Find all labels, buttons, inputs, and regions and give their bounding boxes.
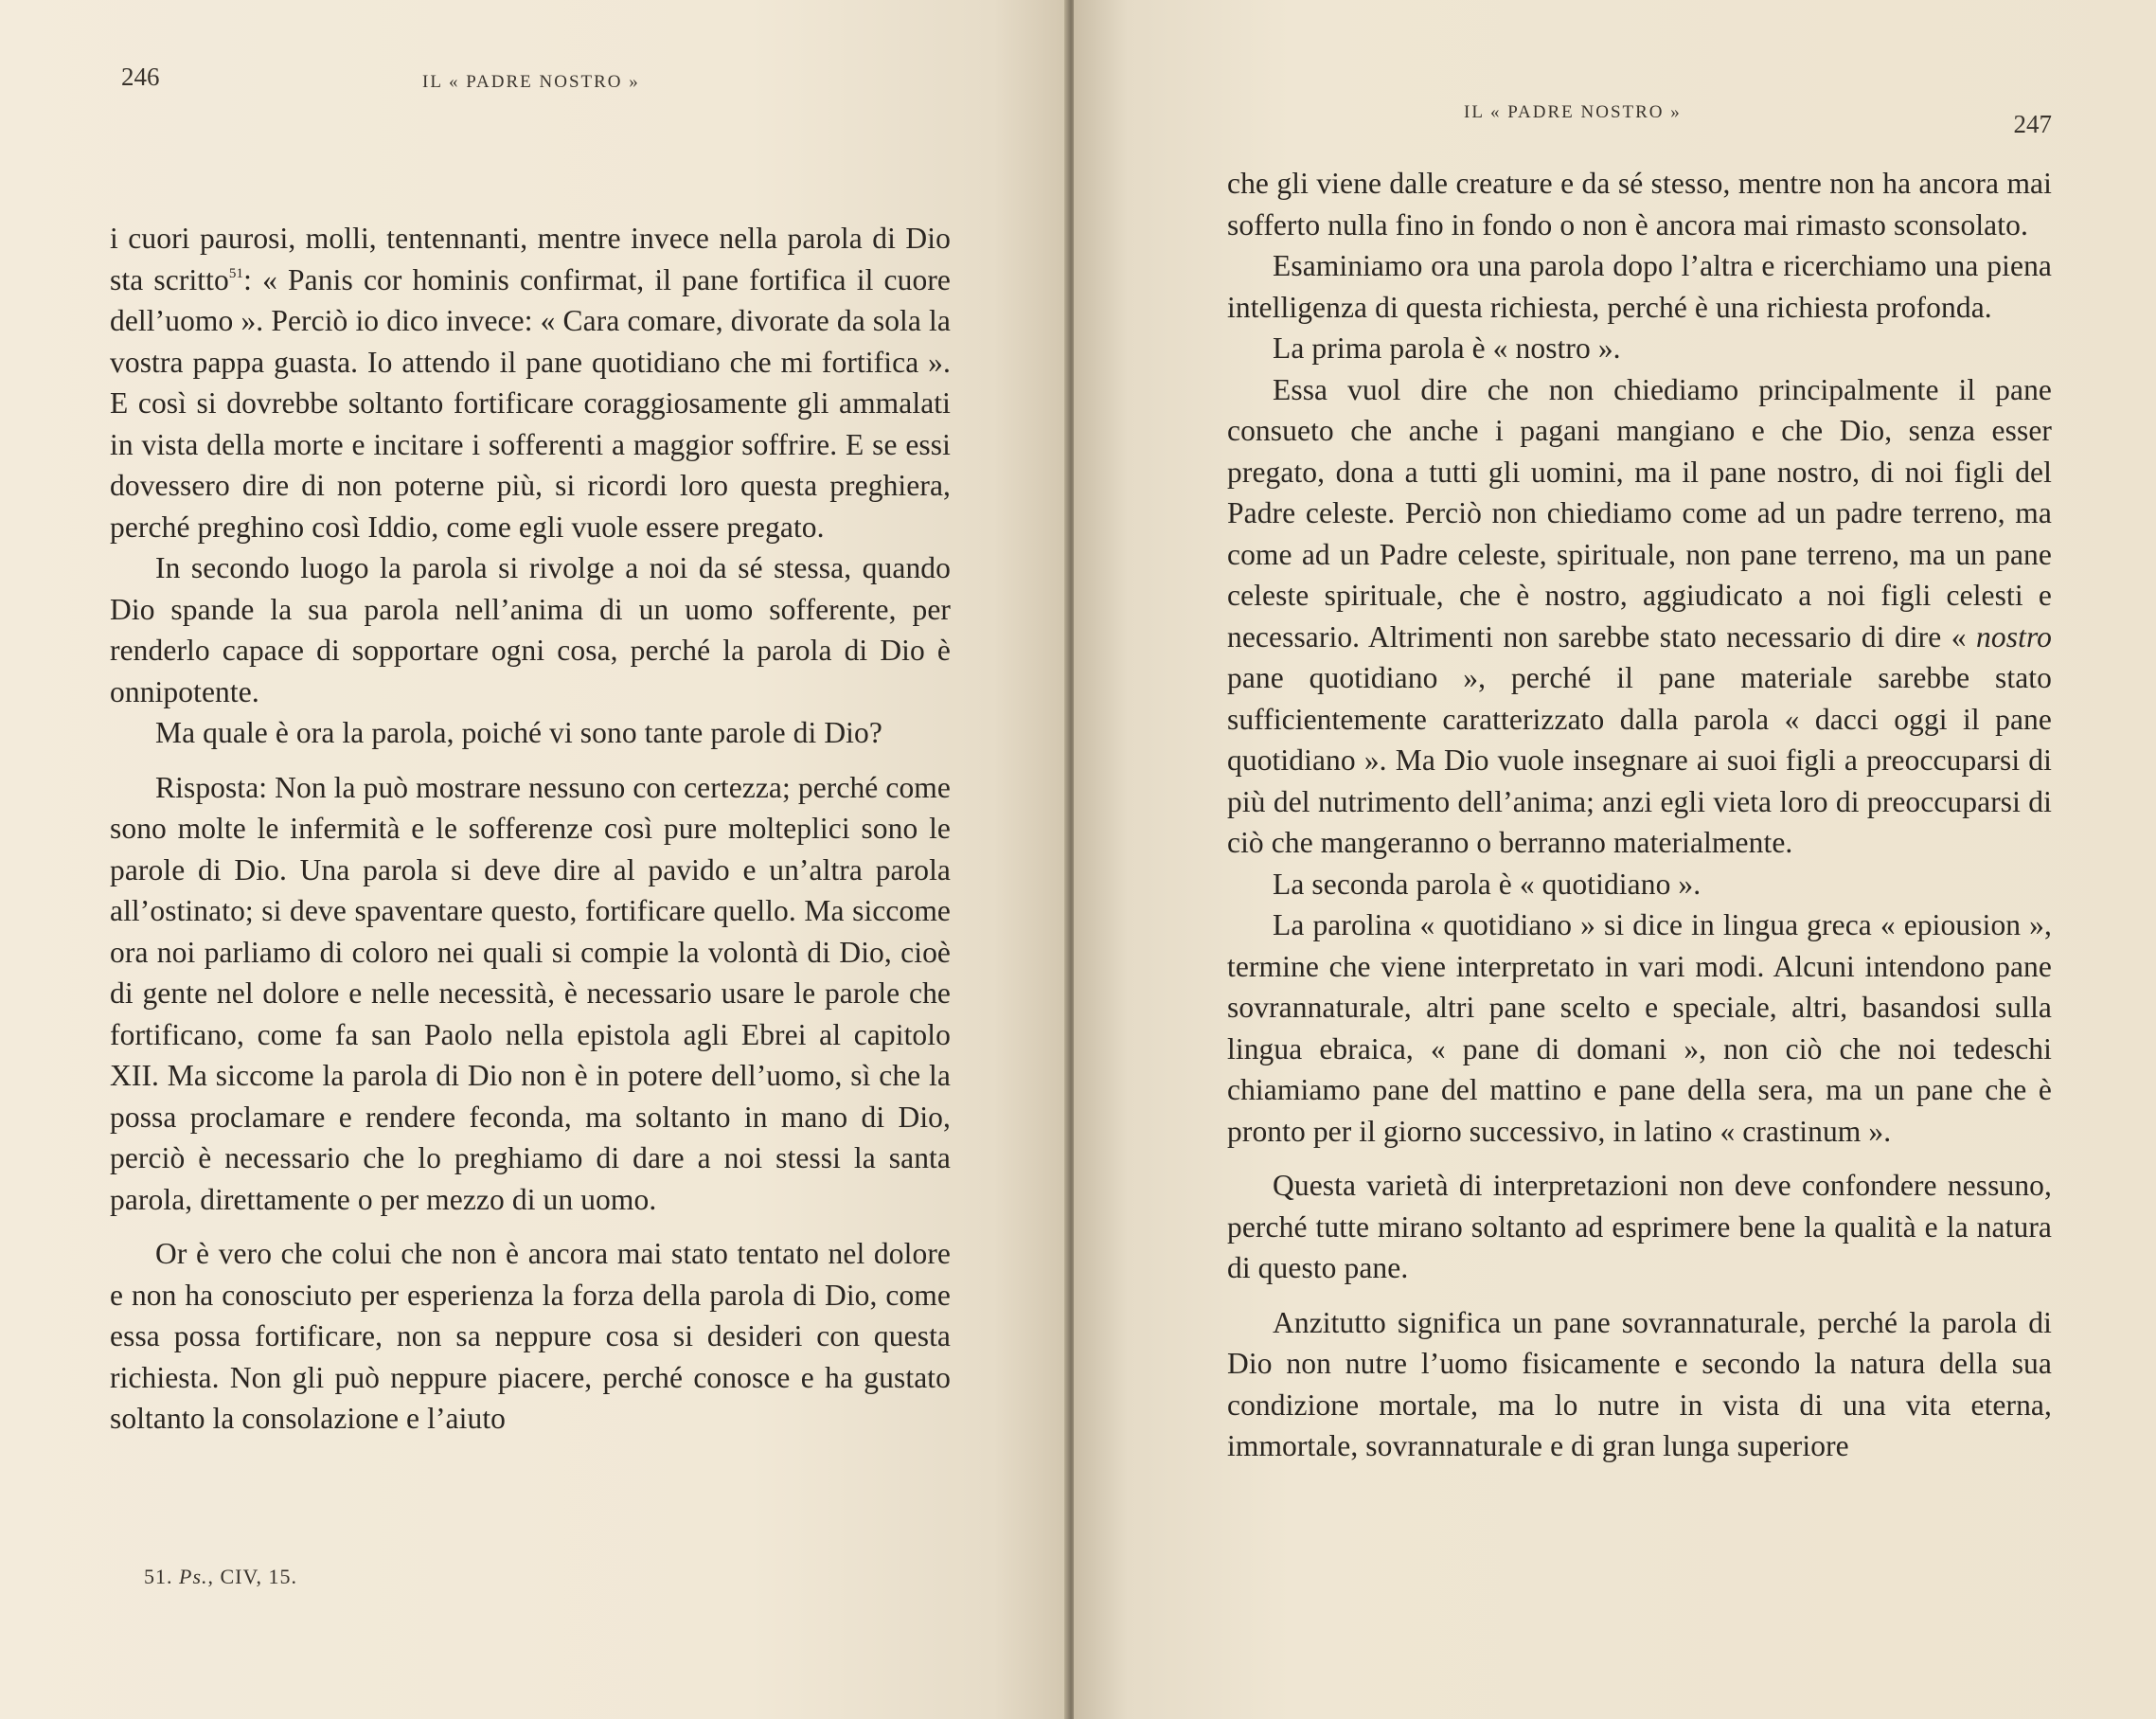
left-page: [0, 0, 1068, 1719]
page-number: 247: [2013, 110, 2052, 138]
paragraph: Essa vuol dire che non chiediamo principalmente il pane consueto che anche i pagani mangiano e che Dio, senza esser pregato, dona a tutti gli uomini, ma il pane nostro, di noi figli del Padre celeste. Perciò non chiediamo come ad un padre terreno, ma come ad un Padre celeste, spirituale, non pane terreno, ma un pane celeste spirituale, che è nostro, aggiudicato a noi figli celesti e necessario. Altrimenti non sarebbe stato necessario di dire « nostro pane quotidiano », perché il pane materiale sarebbe stato sufficientemente caratterizzato dalla parola « dacci oggi il pane quotidiano ». Ma Dio vuole insegnare ai suoi figli a preoccuparsi di più del nutrimento dell’anima; anzi egli vieta loro di preoccuparsi di ciò che mangeranno o berranno materialmente.: [1227, 372, 2052, 859]
left-page-header: [110, 55, 951, 108]
left-page-body: [110, 218, 951, 1440]
footnote: 51. Ps., CIV, 15.: [144, 1565, 298, 1588]
paragraph: La prima parola è « nostro ».: [1273, 331, 1621, 365]
footnote-marker: 51: [228, 265, 244, 281]
paragraph: Risposta: Non la può mostrare nessuno con certezza; perché come sono molte le infermità e le sofferenze così pure molteplici sono le parole di Dio. Una parola si deve dire al pavido e un’altra parola all’ostinato; si deve spaventare questo, fortificare quello. Ma siccome ora noi parliamo di coloro nei quali si compie la volontà di Dio, cioè di gente nel dolore e nelle necessità, è necessario usare le parole che fortificano, come fa san Paolo nella epistola agli Ebrei al capitolo XII. Ma siccome la parola di Dio non è in potere dell’uomo, sì che la possa proclamare e rendere feconda, ma soltanto in mano di Dio, perciò è necessario che lo preghiamo di dare a noi stessi la santa parola, direttamente o per mezzo di un uomo.: [110, 770, 951, 1216]
paragraph: In secondo luogo la parola si rivolge a noi da sé stessa, quando Dio spande la sua parola nell’anima di un uomo sofferente, per renderlo capace di sopportare ogni cosa, perché la parola di Dio è onnipotente.: [110, 551, 951, 708]
paragraph: La parolina « quotidiano » si dice in lingua greca « epiousion », termine che viene interpretato in vari modi. Alcuni intendono pane sovrannaturale, altri pane scelto e speciale, altri, basandosi sulla lingua ebraica, « pane di domani », non ciò che noi tedeschi chiamiamo pane del mattino e pane della sera, ma un pane che è pronto per il giorno successivo, in latino « crastinum ».: [1227, 908, 2052, 1148]
page-number: 246: [121, 63, 160, 91]
paragraph: Or è vero che colui che non è ancora mai stato tentato nel dolore e non ha conosciuto per esperienza la forza della parola di Dio, come essa possa fortificare, non sa neppure cosa si desideri con questa richiesta. Non gli può neppure piacere, perché conosce e ha gustato soltanto la consolazione e l’aiuto: [110, 1237, 951, 1435]
paragraph: Anzitutto significa un pane sovrannaturale, perché la parola di Dio non nutre l’uomo fisicamente e secondo la natura della sua condizione mortale, ma lo nutre in vista di una vita eterna, immortale, sovrannaturale e di gran lunga superiore: [1227, 1305, 2052, 1462]
running-head: IL « PADRE NOSTRO »: [1464, 102, 1682, 122]
paragraph: Esaminiamo ora una parola dopo l’altra e ricerchiamo una piena intelligenza di questa richiesta, perché è una richiesta profonda.: [1227, 249, 2052, 324]
paragraph: che gli viene dalle creature e da sé stesso, mentre non ha ancora mai sofferto nulla fino in fondo o non è ancora mai rimasto sconsolato.: [1227, 167, 2052, 242]
right-page-body: [1227, 163, 2052, 1467]
paragraph: Ma quale è ora la parola, poiché vi sono tante parole di Dio?: [155, 716, 882, 749]
running-head: IL « PADRE NOSTRO »: [422, 72, 640, 92]
paragraph: Questa varietà di interpretazioni non deve confondere nessuno, perché tutte mirano soltanto ad esprimere bene la qualità e la natura di questo pane.: [1227, 1169, 2052, 1284]
right-page-header: [1227, 89, 2052, 142]
paragraph: i cuori paurosi, molli, tentennanti, mentre invece nella parola di Dio sta scritto$^{51}$: « Panis cor hominis confirmat, il pane fortifica il cuore dell’uomo ». Perciò io dico invece: « Cara comare, divorate da sola la vostra pappa guasta. Io attendo il pane quotidiano che mi fortifica ». E così si dovrebbe soltanto fortificare coraggiosamente gli ammalati in vista della morte e incitare i sofferenti a maggior soffrire. E se essi dovessero dire di non poterne più, si ricordi loro questa preghiera, perché preghino così Iddio, come egli vuole essere pregato.: [110, 222, 952, 544]
right-page: [1074, 0, 2156, 1719]
paragraph: La seconda parola è « quotidiano ».: [1273, 867, 1702, 901]
